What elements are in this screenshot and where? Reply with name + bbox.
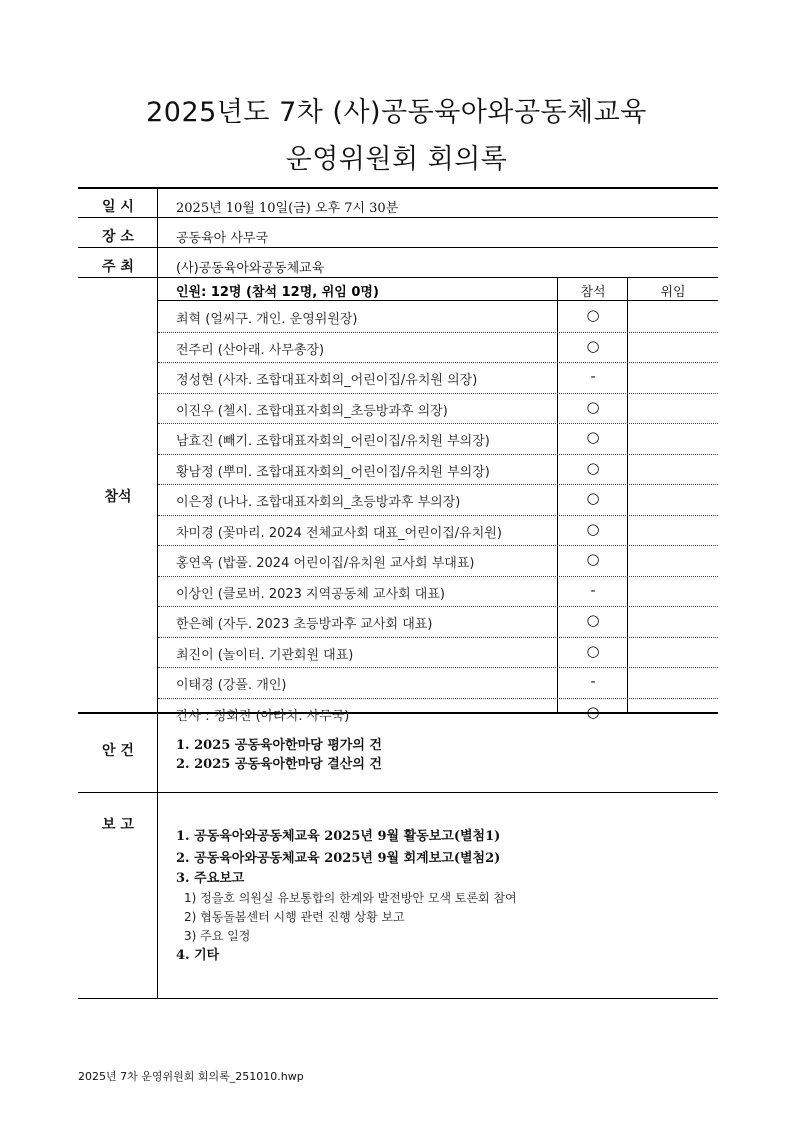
attend-header: 참석 [580,285,606,300]
attendance-row [158,698,718,728]
attendance-row [158,454,718,484]
attendee-name: 황남정 (뿌미. 조합대표자회의_어린이집/유치원 부의장) [176,464,490,480]
report-item-1: 1. 공동육아와공동체교육 2025년 9월 활동보고(별첨1) [176,829,501,844]
document-title-line2: 운영위원회 회의록 [285,144,508,175]
attendee-name: 남효진 (빼기. 조합대표자회의_어린이집/유치원 부의장) [176,434,490,449]
attend-mark: ○ [586,428,600,446]
row-divider [78,247,718,248]
attend-mark: ○ [586,489,600,507]
attendee-name: 전주리 (산아래. 사무총장) [176,342,325,358]
attend-mark: ○ [586,702,600,721]
document-title-line1: 2025년도 7차 (사)공동육아와공동체교육 [146,97,647,128]
attend-mark: ○ [586,641,600,660]
attendee-name: 한은혜 (자두. 2023 초등방과후 교사회 대표) [176,617,433,632]
report-sub-2: 2) 협동돌봄센터 시행 관련 진행 상황 보고 [184,910,405,924]
attendee-name: 이태경 (강풀. 개인) [176,678,287,693]
attendance-row [158,484,718,514]
attendance-row [158,301,718,331]
report-sub-3: 3) 주요 일정 [184,929,251,943]
place-value: 공동육아 사무국 [176,231,269,246]
host-value: (사)공동육아와공동체교육 [176,261,325,276]
agenda-item-2: 2. 2025 공동육아한마당 결산의 건 [176,757,382,772]
report-item-4: 4. 기타 [176,948,220,963]
attend-mark: - [590,672,596,690]
host-label: 주 최 [102,259,134,275]
report-sub-1: 1) 정을호 의원실 유보통합의 한계와 발전방안 모색 토론회 참여 [184,891,517,905]
attendance-row [158,362,718,392]
attendance-row [158,393,718,423]
table-top-rule [78,187,718,189]
attendee-name: 홍연옥 (밥풀. 2024 어린이집/유치원 교사회 부대표) [176,556,475,571]
section-divider [78,792,718,793]
place-label: 장 소 [102,229,134,245]
date-label: 일 시 [102,199,134,215]
attendance-count: 인원: 12명 (참석 12명, 위임 0명) [176,285,379,300]
attendee-name: 이은정 (나나. 조합대표자회의_초등방과후 부의장) [176,495,461,510]
attendee-name: 정성현 (사자. 조합대표자회의_어린이집/유치원 의장) [176,373,478,388]
attendance-row [158,576,718,606]
attend-mark: ○ [586,306,600,324]
agenda-item-1: 1. 2025 공동육아한마당 평가의 건 [176,738,382,753]
date-value: 2025년 10월 10일(금) 오후 7시 30분 [176,201,399,216]
report-label: 보 고 [102,817,134,833]
attendance-row [158,515,718,545]
proxy-header: 위임 [660,285,686,300]
attendee-name: 이상인 (클로버. 2023 지역공동체 교사회 대표) [176,586,445,602]
attendance-row [158,606,718,636]
attendee-name: 최혁 (얼씨구. 개인. 운영위원장) [176,312,358,327]
attendee-name: 차미경 (꽃마리. 2024 전체교사회 대표_어린이집/유치원) [176,525,502,541]
attend-mark: ○ [586,458,600,477]
attend-mark: ○ [586,550,600,568]
attendance-row [158,423,718,453]
attendance-row [158,667,718,697]
table-bottom-rule [78,998,718,999]
attendance-header-row [158,277,718,301]
attendee-name: 이진우 (첼시. 조합대표자회의_초등방과후 의장) [176,403,448,419]
attend-mark: ○ [586,611,600,629]
report-item-2: 2. 공동육아와공동체교육 2025년 9월 회계보고(별첨2) [176,851,501,866]
attendance-row [158,545,718,575]
attendance-label: 참석 [104,489,132,505]
footer-filename: 2025년 7차 운영위원회 회의록_251010.hwp [78,1070,304,1083]
attendee-name: 간사 : 정회진 (아라치. 사무국) [176,708,350,724]
attend-mark: ○ [586,519,600,538]
agenda-label: 안 건 [102,743,134,759]
attend-mark: - [590,367,596,385]
attendance-row [158,332,718,362]
row-divider [78,217,718,218]
attendee-name: 최진이 (놀이터. 기관회원 대표) [176,647,354,663]
attend-mark: ○ [586,397,600,416]
attendance-row [158,637,718,667]
report-item-3: 3. 주요보고 [176,871,245,886]
attend-mark: ○ [586,336,600,355]
attend-mark: - [590,580,596,599]
